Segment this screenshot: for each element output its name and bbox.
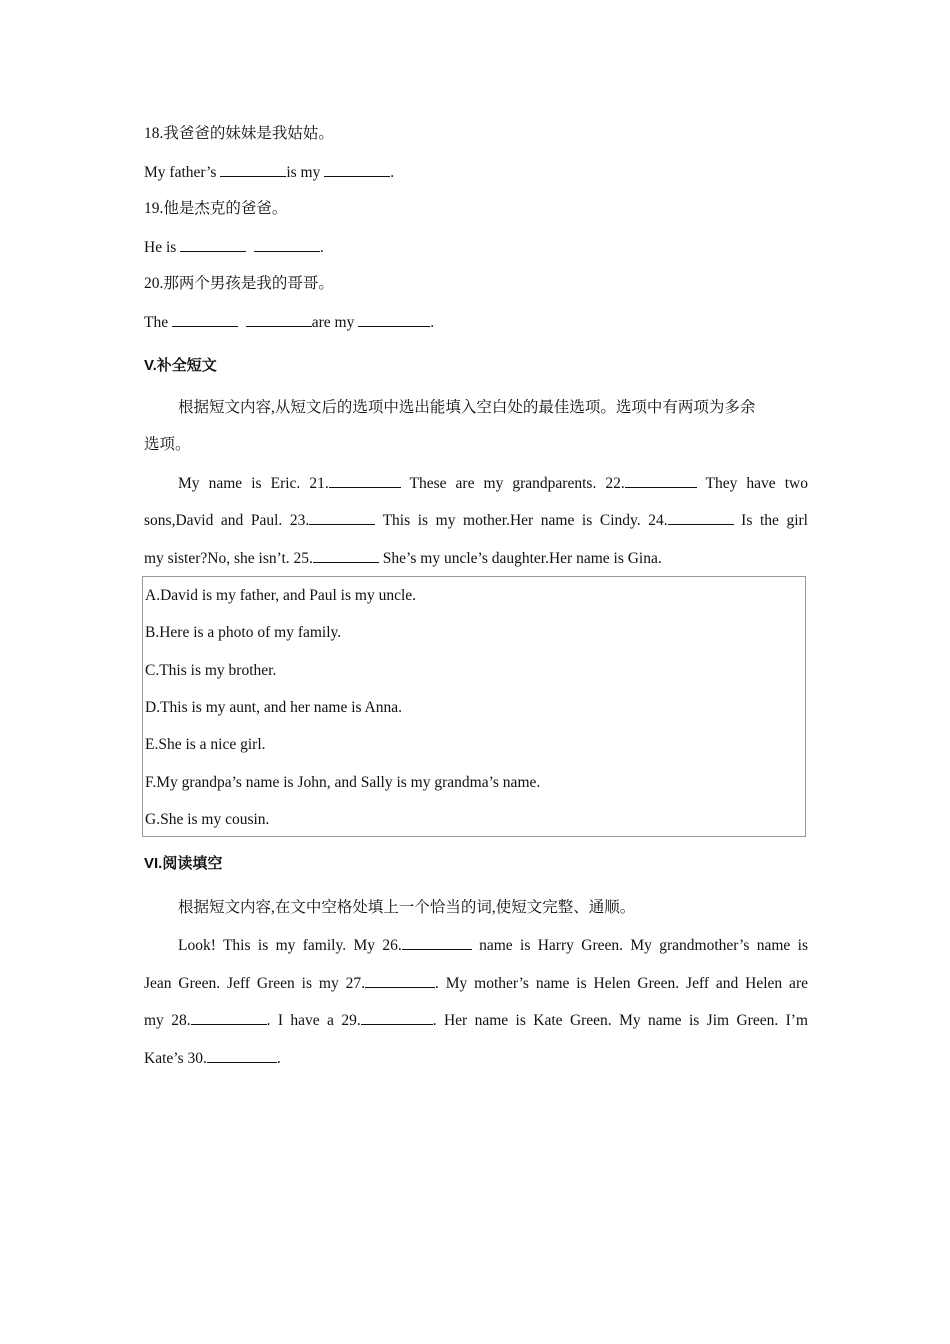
q18-chinese: 18.我爸爸的妹妹是我姑姑。: [144, 125, 334, 142]
passage-v-line: My name is Eric. 21. These are my grandparents. 22. They have two: [178, 475, 808, 492]
answer-blank-27[interactable]: [365, 973, 435, 988]
answer-blank[interactable]: [254, 237, 320, 252]
answer-blank[interactable]: [172, 312, 238, 327]
q18-english: My father’s is my .: [144, 164, 395, 181]
option-d: D.This is my aunt, and her name is Anna.: [145, 699, 402, 716]
option-e: E.She is a nice girl.: [145, 736, 266, 753]
passage-vi-line: my 28. . I have a 29. . Her name is Kate Green. My name is Jim Green. I’m: [144, 1012, 808, 1029]
section-vi-heading: VI.阅读填空: [144, 855, 223, 872]
section-vi-instruction: 根据短文内容,在文中空格处填上一个恰当的词,使短文完整、通顺。: [178, 899, 636, 916]
answer-blank-22[interactable]: [625, 473, 697, 488]
answer-blank[interactable]: [220, 162, 286, 177]
option-g: G.She is my cousin.: [145, 811, 270, 828]
answer-blank-30[interactable]: [207, 1048, 277, 1063]
answer-blank[interactable]: [358, 312, 430, 327]
answer-blank-28[interactable]: [191, 1010, 267, 1025]
answer-blank-25[interactable]: [313, 548, 379, 563]
q20-english: The are my .: [144, 314, 435, 331]
option-b: B.Here is a photo of my family.: [145, 624, 342, 641]
answer-blank[interactable]: [324, 162, 390, 177]
answer-blank-29[interactable]: [361, 1010, 433, 1025]
passage-v-line: sons,David and Paul. 23. This is my mother.Her name is Cindy. 24. Is the girl: [144, 512, 808, 529]
answer-blank-24[interactable]: [668, 510, 734, 525]
answer-blank[interactable]: [180, 237, 246, 252]
q20-chinese: 20.那两个男孩是我的哥哥。: [144, 275, 334, 292]
option-a: A.David is my father, and Paul is my uncle.: [145, 587, 417, 604]
answer-blank-23[interactable]: [309, 510, 375, 525]
q19-chinese: 19.他是杰克的爸爸。: [144, 200, 288, 217]
answer-blank-21[interactable]: [329, 473, 401, 488]
answer-blank-26[interactable]: [402, 935, 472, 950]
section-v-heading: V.补全短文: [144, 357, 217, 374]
section-v-instruction-cont: 选项。: [144, 436, 191, 453]
passage-v-line: my sister?No, she isn’t. 25. She’s my uncle’s daughter.Her name is Gina.: [144, 550, 662, 567]
option-c: C.This is my brother.: [145, 662, 277, 679]
passage-vi-line: Kate’s 30. .: [144, 1050, 281, 1067]
option-f: F.My grandpa’s name is John, and Sally is my grandma’s name.: [145, 774, 541, 791]
options-box: [142, 576, 806, 837]
section-v-instruction: 根据短文内容,从短文后的选项中选出能填入空白处的最佳选项。选项中有两项为多余: [178, 399, 756, 416]
q19-english: He is .: [144, 239, 324, 256]
passage-vi-line: Jean Green. Jeff Green is my 27. . My mother’s name is Helen Green. Jeff and Helen are: [144, 975, 808, 992]
passage-vi-line: Look! This is my family. My 26. name is Harry Green. My grandmother’s name is: [178, 937, 808, 954]
answer-blank[interactable]: [246, 312, 312, 327]
